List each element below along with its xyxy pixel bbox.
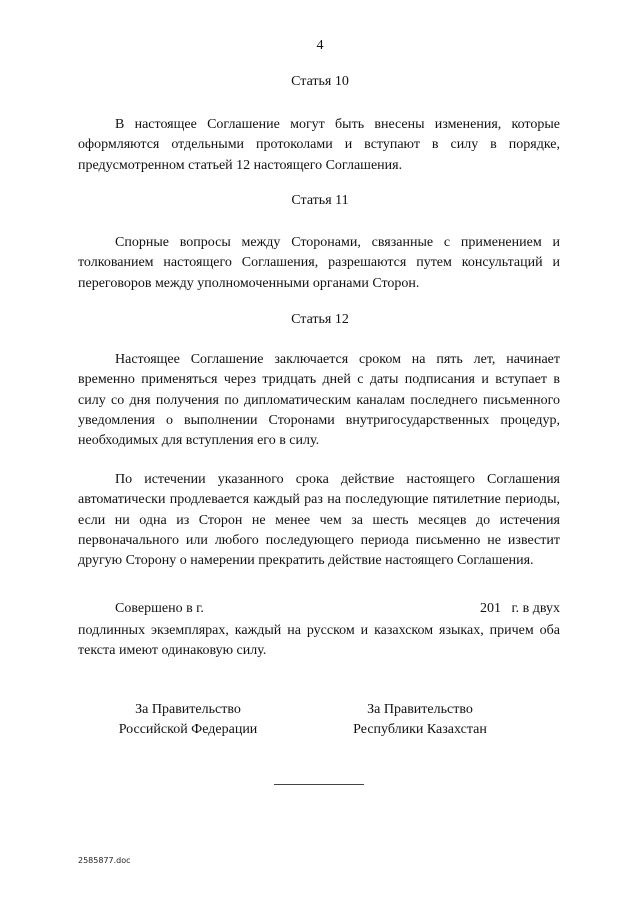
article-10-heading: Статья 10 — [291, 74, 349, 89]
completion-place: Совершено в г. — [115, 601, 204, 616]
article-11-heading: Статья 11 — [291, 193, 349, 208]
signature-block-kazakhstan — [340, 700, 500, 741]
document-code: 2585877.doc — [78, 856, 131, 865]
divider-line — [274, 784, 364, 785]
completion-date: 201 г. в двух — [479, 601, 560, 616]
completion-text: подлинных экземплярах, каждый на русском и казахском языках, причем оба текста имеют одинаковую силу. — [78, 623, 560, 659]
signature-russia-line2: Российской Федерации — [118, 722, 258, 738]
article-12-paragraph-2: По истечении указанного срока действие настоящего Соглашения автоматически продлевается каждый раз на последующие пятилетние периоды, если ни одна из Сторон не менее чем за шесть месяцев до истечения первоначального или любого последующего периода письменно не известит другую Сторону о намерении прекратить действие настоящего Соглашения. — [78, 472, 560, 569]
page-number: 4 — [316, 38, 324, 53]
signature-kazakhstan-line2: Республики Казахстан — [353, 722, 487, 738]
article-12-paragraph-1: Настоящее Соглашение заключается сроком на пять лет, начинает временно применяться через тридцать дней с даты подписания и вступает в силу со дня получения по дипломатическим каналам последнего письменного уведомления о выполнении Сторонами внутригосударственных процедур, необходимых для вступления его в силу. — [78, 352, 560, 449]
article-12-heading: Статья 12 — [291, 312, 349, 327]
article-11-paragraph: Спорные вопросы между Сторонами, связанные с применением и толкованием настоящего Соглашения, разрешаются путем консультаций и переговоров между уполномоченными органами Сторон. — [78, 235, 560, 291]
signature-russia-line1: За Правительство — [135, 702, 241, 717]
signature-block-russia — [108, 700, 268, 741]
article-10-paragraph: В настоящее Соглашение могут быть внесены изменения, которые оформляются отдельными протоколами и вступают в силу в порядке, предусмотренном статьей 12 настоящего Соглашения. — [78, 117, 560, 173]
completion-line — [78, 601, 560, 621]
signature-kazakhstan-line1: За Правительство — [367, 702, 473, 717]
